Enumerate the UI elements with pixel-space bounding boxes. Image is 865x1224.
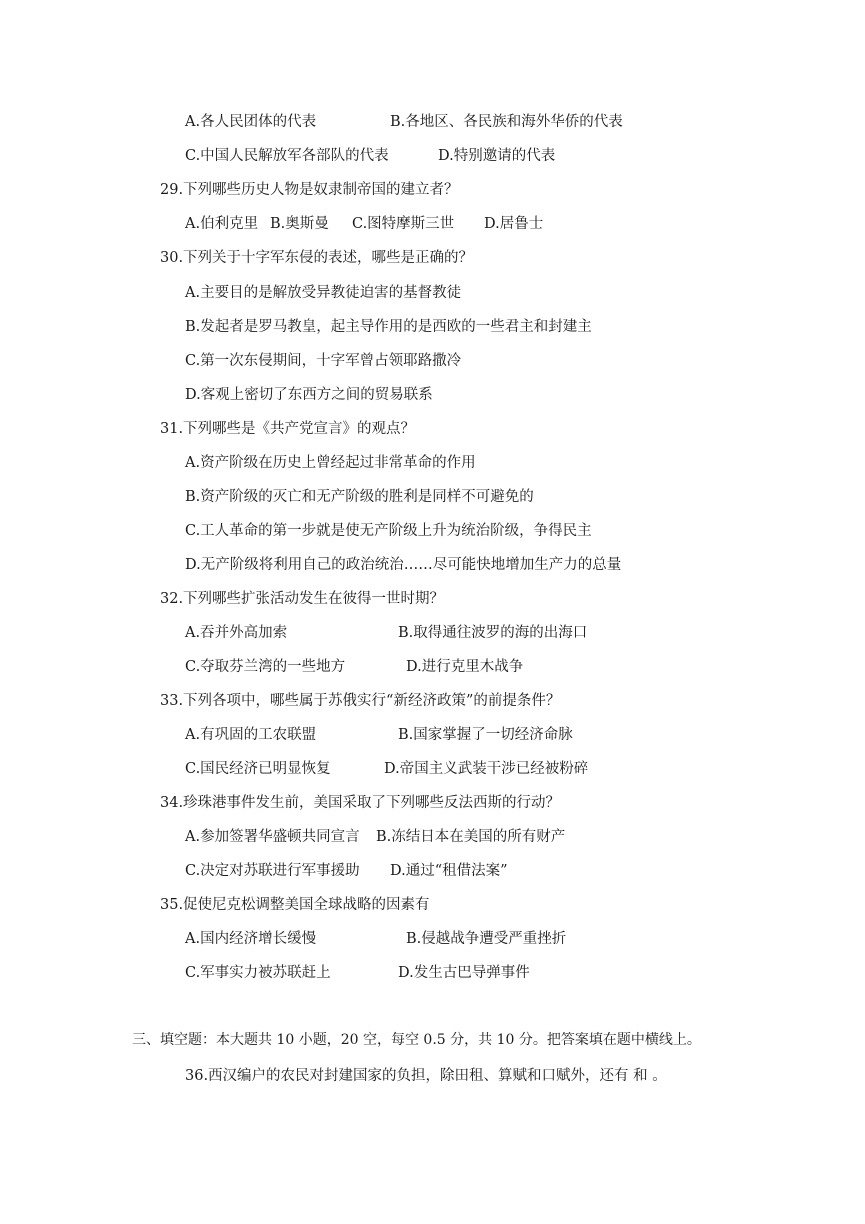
q28-option-c: C.中国人民解放军各部队的代表 [185,148,389,164]
q34-option-a: A.参加签署华盛顿共同宣言 [185,829,360,845]
q32-option-b: B.取得通往波罗的海的出海口 [398,625,588,641]
q35-stem: 35.促使尼克松调整美国全球战略的因素有 [160,897,430,913]
q31-option-d: D.无产阶级将利用自己的政治统治……尽可能快地增加生产力的总量 [185,557,622,573]
q30-stem: 30.下列关于十字军东侵的表述，哪些是正确的？ [160,250,474,266]
q32-option-a: A.吞并外高加索 [185,625,288,641]
q35-option-b: B.侵越战争遭受严重挫折 [406,931,567,947]
q33-option-c: C.国民经济已明显恢复 [185,761,331,777]
q33-option-a: A.有巩固的工农联盟 [185,727,317,743]
q33-option-b: B.国家掌握了一切经济命脉 [398,727,573,743]
q29-stem: 29.下列哪些历史人物是奴隶制帝国的建立者？ [160,182,459,198]
q35-option-a: A.国内经济增长缓慢 [185,931,317,947]
q29-option-c: C.图特摩斯三世 [352,216,455,232]
q34-option-d: D.通过“租借法案” [390,863,508,879]
q32-option-d: D.进行克里木战争 [406,659,524,675]
q33-option-d: D.帝国主义武装干涉已经被粉碎 [384,761,589,777]
q30-option-d: D.客观上密切了东西方之间的贸易联系 [185,387,433,403]
q30-option-a: A.主要目的是解放受异教徒迫害的基督教徒 [185,285,462,301]
q34-option-b: B.冻结日本在美国的所有财产 [376,829,566,845]
section-3-heading: 三、填空题：本大题共 10 小题，20 空，每空 0.5 分，共 10 分。把答案填在题中横线上。 [132,1032,701,1048]
q29-option-b: B.奥斯曼 [270,216,329,232]
q30-option-b: B.发起者是罗马教皇，起主导作用的是西欧的一些君主和封建主 [185,319,592,335]
q35-option-c: C.军事实力被苏联赶上 [185,965,331,981]
q28-option-d: D.特别邀请的代表 [438,148,556,164]
q31-option-b: B.资产阶级的灭亡和无产阶级的胜利是同样不可避免的 [185,489,534,505]
q29-option-d: D.居鲁士 [484,216,544,232]
q34-option-c: C.决定对苏联进行军事援助 [185,863,360,879]
q28-option-a: A.各人民团体的代表 [185,114,317,130]
q35-option-d: D.发生古巴导弹事件 [398,965,530,981]
q36-stem: 36.西汉编户的农民对封建国家的负担，除田租、算赋和口赋外，还有 和 。 [185,1068,667,1084]
q32-stem: 32.下列哪些扩张活动发生在彼得一世时期？ [160,591,445,607]
q34-stem: 34.珍珠港事件发生前，美国采取了下列哪些反法西斯的行动？ [160,795,561,811]
q30-option-c: C.第一次东侵期间，十字军曾占领耶路撒冷 [185,353,462,369]
q31-option-c: C.工人革命的第一步就是使无产阶级上升为统治阶级，争得民主 [185,523,592,539]
q31-stem: 31.下列哪些是《共产党宣言》的观点？ [160,421,416,437]
q29-option-a: A.伯利克里 [185,216,259,232]
q28-option-b: B.各地区、各民族和海外华侨的代表 [390,114,623,130]
q32-option-c: C.夺取芬兰湾的一些地方 [185,659,346,675]
q31-option-a: A.资产阶级在历史上曾经起过非常革命的作用 [185,455,476,471]
q33-stem: 33.下列各项中，哪些属于苏俄实行“新经济政策”的前提条件？ [160,693,561,709]
